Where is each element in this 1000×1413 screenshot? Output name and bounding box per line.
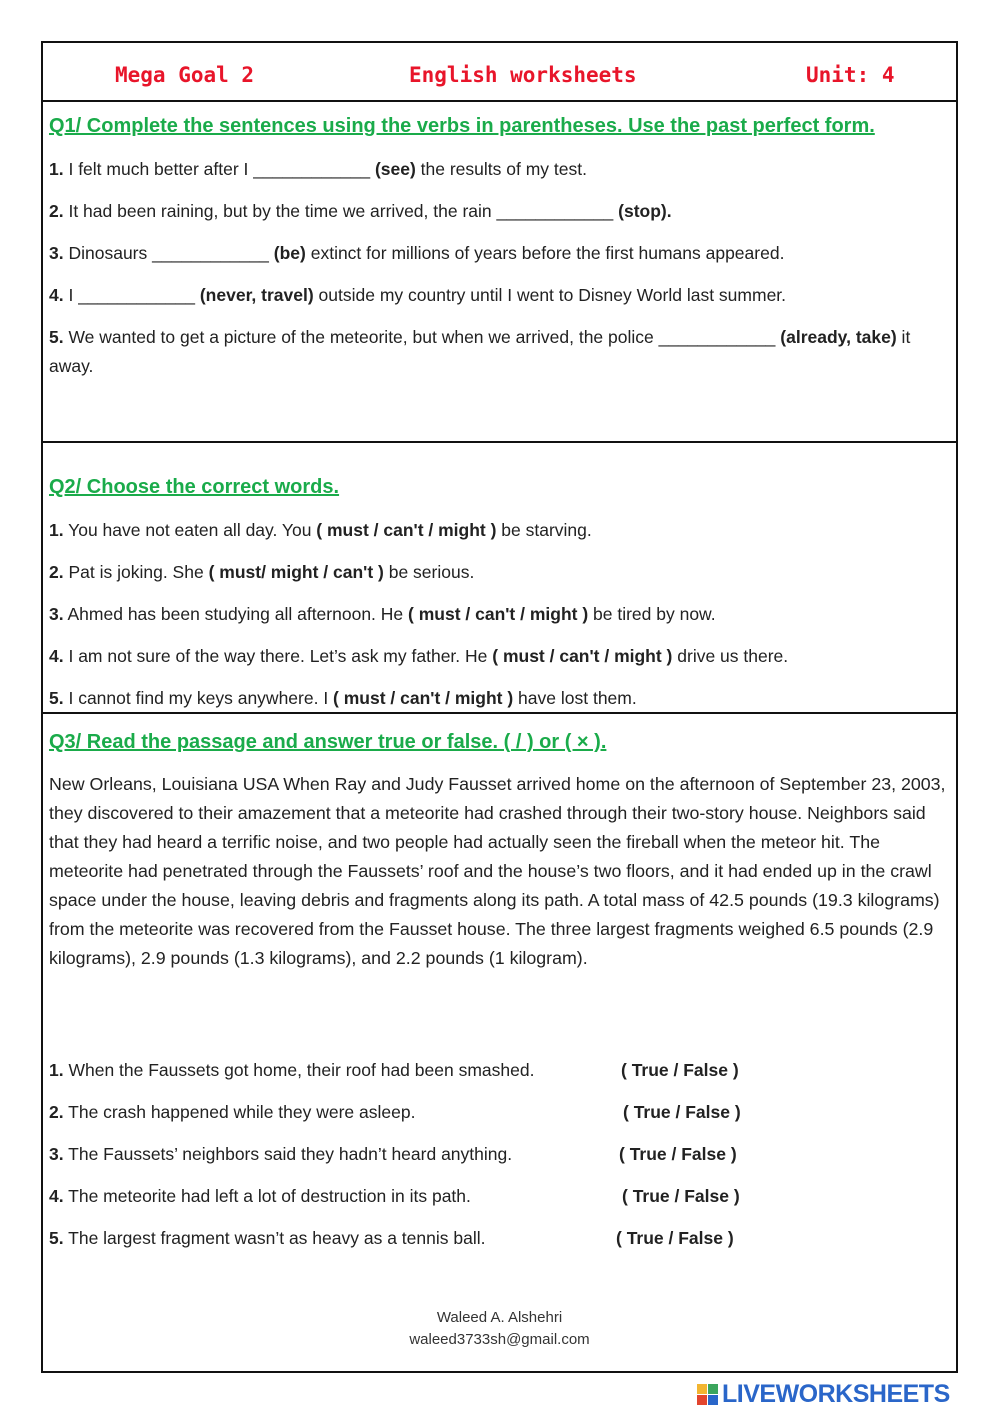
item-text: have lost them. [513, 688, 637, 708]
item-text: We wanted to get a picture of the meteorite, but when we arrived, the police ____________ [63, 327, 781, 347]
logo-tiles-icon [697, 1384, 719, 1406]
true-false-choice[interactable]: ( True / False ) [619, 1144, 737, 1164]
item-number: 4. [49, 646, 64, 666]
item-number: 2. [49, 1102, 64, 1122]
item-text: be starving. [496, 520, 592, 540]
true-false-choice[interactable]: ( True / False ) [622, 1186, 740, 1206]
item-number: 2. [49, 562, 64, 582]
question-3-section [43, 714, 956, 1369]
item-text: Pat is joking. She [63, 562, 209, 582]
q3-item-4 [49, 1182, 949, 1224]
item-text: be serious. [383, 562, 475, 582]
item-number: 2. [49, 201, 64, 221]
q1-item-2 [49, 197, 950, 226]
item-number: 3. [49, 243, 64, 263]
choice-options[interactable]: ( must/ might / can't ) [208, 562, 384, 582]
item-text: I cannot find my keys anywhere. I [63, 688, 334, 708]
worksheet-header [43, 43, 956, 102]
question-3-title: Q3/ Read the passage and answer true or false. ( / ) or ( × ). [49, 731, 607, 753]
item-number: 5. [49, 1228, 64, 1248]
q2-item-2 [49, 558, 950, 587]
verb-hint: (already, take) [780, 327, 897, 347]
true-false-list [49, 1056, 949, 1266]
q3-item-3 [49, 1140, 949, 1182]
item-text: The Faussets’ neighbors said they hadn’t heard anything. [63, 1144, 513, 1164]
q1-item-1 [49, 155, 950, 184]
item-text: outside my country until I went to Disney World last summer. [313, 285, 787, 305]
q2-item-1 [49, 516, 950, 545]
item-text: be tired by now. [588, 604, 716, 624]
item-text: It had been raining, but by the time we arrived, the rain ____________ [63, 201, 619, 221]
liveworksheets-logo [697, 1379, 995, 1409]
author-email: waleed3733sh@gmail.com [409, 1331, 590, 1348]
item-text: Ahmed has been studying all afternoon. He [63, 604, 409, 624]
item-text: You have not eaten all day. You [63, 520, 317, 540]
q3-item-2 [49, 1098, 949, 1140]
q2-item-3 [49, 600, 950, 629]
item-number: 5. [49, 327, 64, 347]
item-number: 1. [49, 520, 64, 540]
item-number: 4. [49, 285, 64, 305]
item-number: 4. [49, 1186, 64, 1206]
question-2-title: Q2/ Choose the correct words. [49, 476, 340, 498]
item-number: 3. [49, 1144, 64, 1164]
q3-item-1 [49, 1056, 949, 1098]
item-number: 1. [49, 1060, 64, 1080]
q2-item-5 [49, 684, 950, 713]
item-text: The largest fragment wasn’t as heavy as a tennis ball. [63, 1228, 486, 1248]
worksheet-title: English worksheets [409, 63, 637, 87]
verb-hint: (stop). [618, 201, 672, 221]
q2-item-4 [49, 642, 950, 671]
true-false-choice[interactable]: ( True / False ) [623, 1102, 741, 1122]
item-number: 1. [49, 159, 64, 179]
choice-options[interactable]: ( must / can't / might ) [492, 646, 673, 666]
item-text: drive us there. [672, 646, 789, 666]
item-text: The crash happened while they were asleep. [63, 1102, 416, 1122]
choice-options[interactable]: ( must / can't / might ) [408, 604, 589, 624]
item-text: extinct for millions of years before the first humans appeared. [305, 243, 785, 263]
item-number: 5. [49, 688, 64, 708]
item-text: The meteorite had left a lot of destruction in its path. [63, 1186, 471, 1206]
choice-options[interactable]: ( must / can't / might ) [333, 688, 514, 708]
q1-item-4 [49, 281, 950, 310]
author-footer [43, 1307, 956, 1351]
item-text: When the Faussets got home, their roof had been smashed. [63, 1060, 535, 1080]
true-false-choice[interactable]: ( True / False ) [616, 1228, 734, 1248]
verb-hint: (never, travel) [199, 285, 314, 305]
q1-item-3 [49, 239, 950, 268]
question-1-section [43, 102, 956, 443]
reading-passage: New Orleans, Louisiana USA When Ray and Judy Fausset arrived home on the afternoon of September 23, 2003, they discovered to their amazement that a meteorite had crashed through their two-story house. Neighbors said that they had heard a terrific noise, and two people had actually seen the fireball when the meteor hit. The meteorite had penetrated through the Faussets’ roof and the house’s two floors, and it had ended up in the crawl space under the house, leaving debris and fragments along its path. A total mass of 42.5 pounds (19.3 kilograms) from the meteorite was recovered from the Fausset house. The three largest fragments weighed 6.5 pounds (2.9 kilograms), 2.9 pounds (1.3 kilograms), and 2.2 pounds (1 kilogram). [49, 774, 946, 968]
logo-text: LIVEWORKSHEETS [722, 1380, 950, 1408]
book-title: Mega Goal 2 [115, 63, 255, 87]
item-text: I am not sure of the way there. Let’s ask my father. He [63, 646, 493, 666]
question-2-section [43, 443, 956, 714]
worksheet [41, 41, 958, 1373]
verb-hint: (be) [273, 243, 306, 263]
item-text: I felt much better after I ____________ [63, 159, 375, 179]
author-name: Waleed A. Alshehri [436, 1309, 563, 1326]
q3-item-5 [49, 1224, 949, 1266]
item-text: I ____________ [63, 285, 200, 305]
question-1-title: Q1/ Complete the sentences using the verbs in parentheses. Use the past perfect form. [49, 115, 875, 137]
true-false-choice[interactable]: ( True / False ) [621, 1060, 739, 1080]
unit-label: Unit: 4 [806, 63, 895, 87]
verb-hint: (see) [374, 159, 416, 179]
choice-options[interactable]: ( must / can't / might ) [316, 520, 497, 540]
item-text: the results of my test. [415, 159, 587, 179]
item-text: Dinosaurs ____________ [63, 243, 274, 263]
item-number: 3. [49, 604, 64, 624]
item-text: it away. [49, 327, 911, 376]
q1-item-5 [49, 323, 950, 381]
